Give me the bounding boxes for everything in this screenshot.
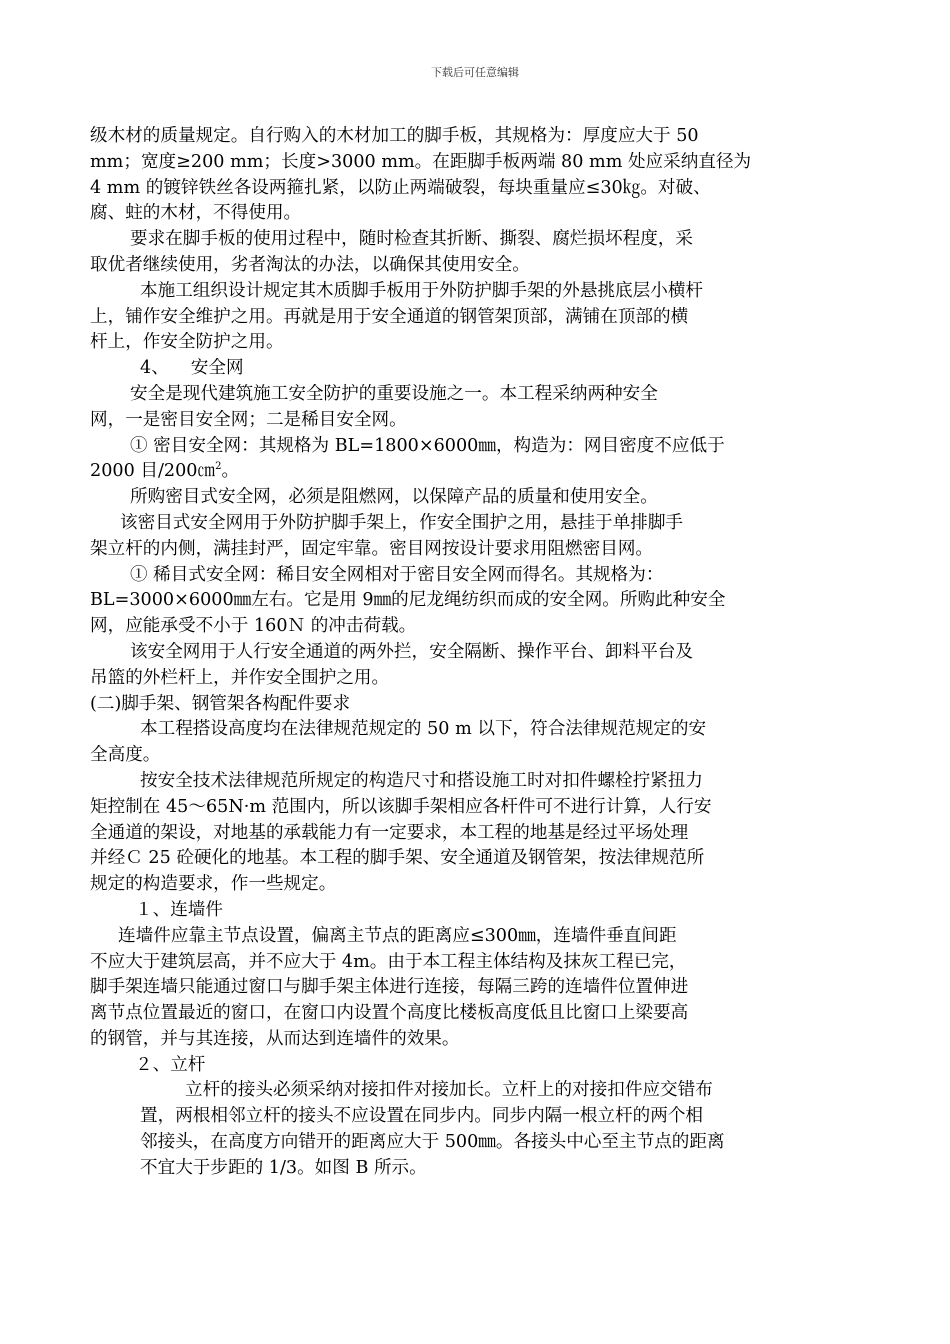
- text-line: 并经Ｃ 25 砼硬化的地基。本工程的脚手架、安全通道及钢管架，按法律规范所: [90, 848, 705, 869]
- text-line: 不应大于建筑层高，并不应大于 4m。由于本工程主体结构及抹灰工程已完，: [90, 951, 687, 972]
- line-text: 2000 目/200㎝: [90, 461, 216, 482]
- section-number: 4、: [140, 358, 169, 379]
- text-line: 的钢管，并与其连接，从而达到连墙件的效果。: [90, 1028, 460, 1049]
- text-line: 取优者继续使用，劣者淘汰的办法，以确保其使用安全。: [90, 254, 530, 275]
- text-line: 级木材的质量规定。自行购入的木材加工的脚手板，其规格为：厚度应大于 50: [90, 126, 699, 146]
- text-line: 置，两根相邻立杆的接头不应设置在同步内。同步内隔一根立杆的两个相: [140, 1106, 704, 1127]
- superscript: 2: [215, 461, 222, 473]
- text-line: BL=3000×6000㎜左右。它是用 9㎜的尼龙绳纺织而成的安全网。所购此种安全: [90, 590, 726, 611]
- section-title: 安全网: [190, 358, 244, 379]
- text-line: 网，应能承受不小于 160Ｎ 的冲击荷载。: [90, 616, 417, 637]
- text-line: 上，铺作安全维护之用。再就是用于安全通道的钢管架顶部，满铺在顶部的横: [90, 306, 689, 327]
- text-line: 该安全网用于人行安全通道的两外拦，安全隔断、操作平台、卸料平台及: [130, 641, 694, 662]
- document-body: [90, 124, 870, 1182]
- text-line: 规定的构造要求，作一些规定。: [90, 874, 337, 895]
- text-line: 不宜大于步距的 1/3。如图 B 所示。: [140, 1157, 427, 1178]
- text-line: 要求在脚手板的使用过程中，随时检查其折断、撕裂、腐烂损坏程度，采: [130, 229, 694, 250]
- subsection-heading-upright: ２、立杆: [135, 1054, 206, 1075]
- text-line: 邻接头，在高度方向错开的距离应大于 500㎜。各接头中心至主节点的距离: [140, 1132, 725, 1153]
- text-line: 立杆的接头必须采纳对接扣件对接加长。立杆上的对接扣件应交错布: [185, 1080, 713, 1101]
- section-heading-components: (二)脚手架、钢管架各构配件要求: [90, 693, 351, 714]
- text-line: 安全是现代建筑施工安全防护的重要设施之一。本工程采纳两种安全: [130, 383, 658, 404]
- text-line: 网，一是密目安全网；二是稀目安全网。: [90, 409, 407, 430]
- text-line: 全通道的架设，对地基的承载能力有一定要求，本工程的地基是经过平场处理: [90, 822, 689, 843]
- text-line: ① 密目安全网：其规格为 BL=1800×6000㎜，构造为：网目密度不应低于: [130, 435, 725, 456]
- text-line: 架立杆的内侧，满挂封严，固定牢靠。密目网按设计要求用阻燃密目网。: [90, 538, 654, 559]
- subsection-heading-wall-tie: １、连墙件: [135, 899, 223, 920]
- text-line: 杆上，作安全防护之用。: [90, 332, 284, 353]
- text-line: 脚手架连墙只能通过窗口与脚手架主体进行连接，每隔三跨的连墙件位置伸进: [90, 977, 689, 998]
- text-line: 所购密目式安全网，必须是阻燃网，以保障产品的质量和使用安全。: [130, 487, 658, 508]
- line-end: 。: [221, 461, 240, 482]
- text-line: 全高度。: [90, 745, 161, 766]
- text-line: 本工程搭设高度均在法律规范规定的 50 m 以下，符合法律规范规定的安: [140, 719, 707, 740]
- text-line: 4 mm 的镀锌铁丝各设两箍扎紧，以防止两端破裂，每块重量应≤30㎏。对破、: [90, 177, 711, 198]
- text-line: 矩控制在 45～65N·m 范围内，所以该脚手架相应各杆件可不进行计算，人行安: [90, 796, 712, 817]
- text-line: 腐、蛀的木材，不得使用。: [90, 203, 302, 224]
- text-line: 该密目式安全网用于外防护脚手架上，作安全围护之用，悬挂于单排脚手: [120, 512, 684, 533]
- text-line-with-superscript: [90, 459, 870, 485]
- section-heading-safety-net: [90, 356, 870, 382]
- text-line: 吊篮的外栏杆上，并作安全围护之用。: [90, 667, 390, 688]
- text-line: 连墙件应靠主节点设置，偏离主节点的距离应≤300㎜，连墙件垂直间距: [118, 925, 677, 946]
- text-line: 本施工组织设计规定其木质脚手板用于外防护脚手架的外悬挑底层小横杆: [140, 280, 704, 301]
- text-line: 离节点位置最近的窗口，在窗口内设置个高度比楼板高度低且比窗口上梁要高: [90, 1003, 689, 1024]
- text-line: 按安全技术法律规范所规定的构造尺寸和搭设施工时对扣件螺栓拧紧扭力: [140, 770, 704, 791]
- text-line: ① 稀目式安全网：稀目安全网相对于密目安全网而得名。其规格为：: [130, 564, 664, 585]
- page-header-note: 下载后可任意编辑: [431, 66, 519, 79]
- text-line: mm；宽度≥200 mm；长度>3000 mm。在距脚手板两端 80 mm 处应采纳直径为: [90, 151, 752, 172]
